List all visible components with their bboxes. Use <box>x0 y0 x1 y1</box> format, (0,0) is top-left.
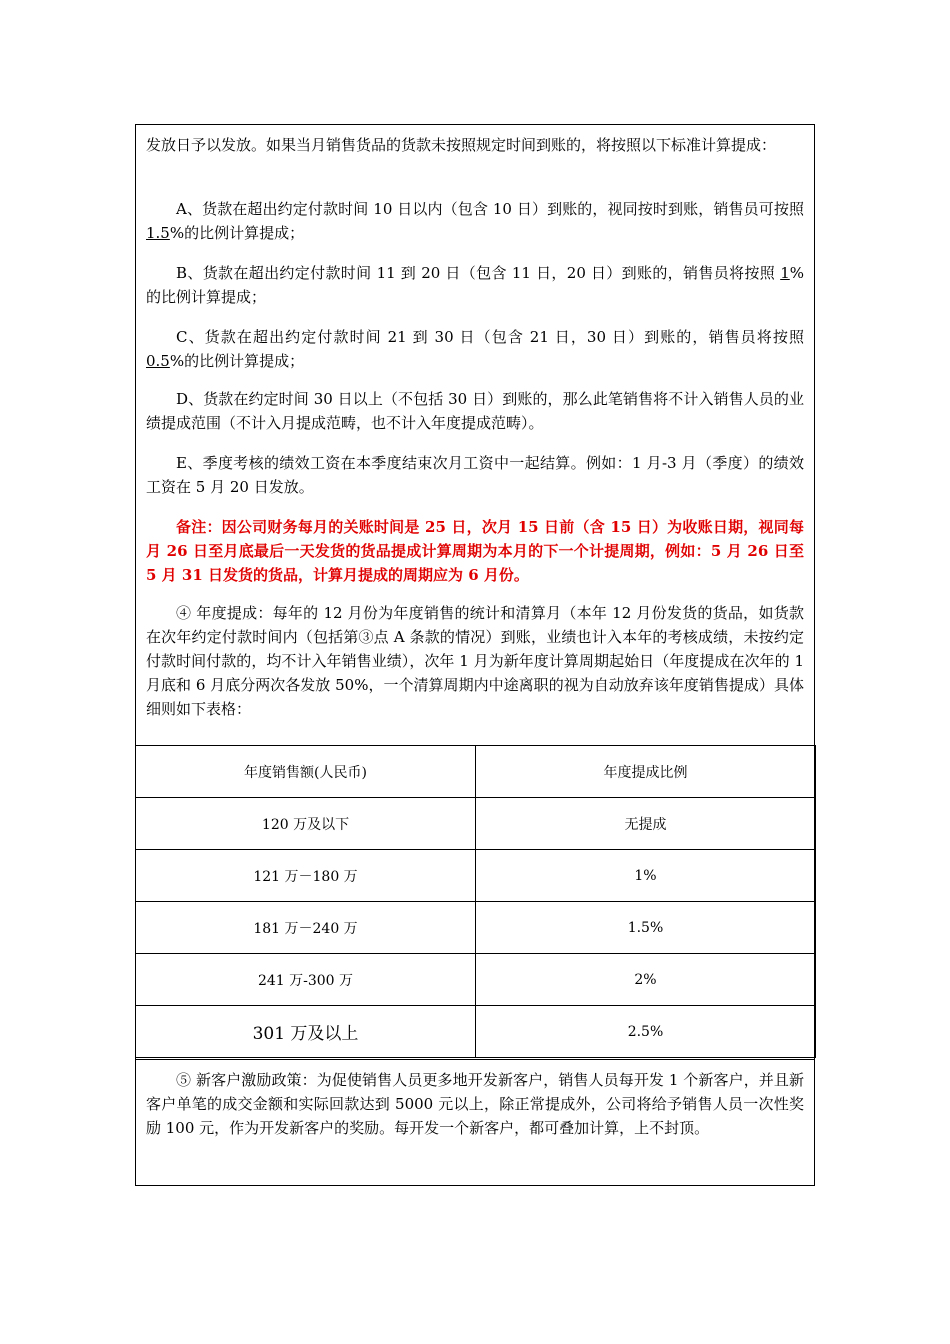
table-header-cell: 年度提成比例 <box>476 746 816 798</box>
table-cell-rate: 2% <box>476 954 816 1006</box>
paragraph-clause-b <box>146 261 804 309</box>
table-cell-sales: 181 万－240 万 <box>136 902 476 954</box>
clause-a-text: A、货款在超出约定付款时间 10 日以内（包含 10 日）到账的，视同按时到账，销售员可按照 <box>176 200 804 218</box>
table-row <box>136 850 816 902</box>
clause-a-tail: %的比例计算提成； <box>169 224 305 242</box>
table-header-cell: 年度销售额(人民币) <box>136 746 476 798</box>
paragraph-continuation: 发放日予以发放。如果当月销售货品的货款未按照规定时间到账的，将按照以下标准计算提成： <box>146 136 777 154</box>
table-row <box>136 798 816 850</box>
table-cell-sales: 241 万-300 万 <box>136 954 476 1006</box>
clause-c-rate: 0.5 <box>146 352 170 370</box>
paragraph-clause-a <box>146 197 804 245</box>
table-cell-rate: 无提成 <box>476 798 816 850</box>
table-cell-sales: 120 万及以下 <box>136 798 476 850</box>
document-frame <box>135 124 815 1186</box>
table-row <box>136 954 816 1006</box>
clause-c-tail: %的比例计算提成； <box>169 352 305 370</box>
table-row <box>136 902 816 954</box>
clause-b-rate: 1 <box>780 264 790 282</box>
table-cell-sales: 121 万－180 万 <box>136 850 476 902</box>
table-cell-sales: 301 万及以上 <box>136 1006 476 1058</box>
paragraph-new-customer-incentive: ⑤ 新客户激励政策：为促使销售人员更多地开发新客户，销售人员每开发 1 个新客户，并且新客户单笔的成交金额和实际回款达到 5000 元以上，除正常提成外，公司将给予销售人员一次性奖励 100 元，作为开发新客户的奖励。每开发一个新客户，都可叠加计算，上不封顶。 <box>146 1071 804 1137</box>
table-cell-rate: 2.5% <box>476 1006 816 1058</box>
clause-b-text: B、货款在超出约定付款时间 11 到 20 日（包含 11 日，20 日）到账的，销售员将按照 <box>176 264 781 282</box>
text-section-bottom <box>136 1059 814 1185</box>
paragraph-clause-d: D、货款在约定时间 30 日以上（不包括 30 日）到账的，那么此笔销售将不计入销售人员的业绩提成范围（不计入月提成范畴，也不计入年度提成范畴）。 <box>146 390 804 432</box>
table-cell-rate: 1.5% <box>476 902 816 954</box>
text-section-top <box>136 125 814 745</box>
clause-a-rate: 1.5 <box>146 224 170 242</box>
paragraph-clause-e: E、季度考核的绩效工资在本季度结束次月工资中一起结算。例如：1 月-3 月（季度）的绩效工资在 5 月 20 日发放。 <box>146 454 804 496</box>
clause-c-text: C、货款在超出约定付款时间 21 到 30 日（包含 21 日，30 日）到账的，销售员将按照 <box>176 328 804 346</box>
commission-table <box>135 745 816 1058</box>
clause-b-tail: %的比例计算提成； <box>146 264 804 306</box>
note-paragraph: 备注：因公司财务每月的关账时间是 25 日，次月 15 日前（含 15 日）为收账日期，视同每月 26 日至月底最后一天发货的货品提成计算周期为本月的下一个计提周期，例如：5 月 26 日至 5 月 31 日发货的货品，计算月提成的周期应为 6 月份。 <box>146 518 804 584</box>
table-header-row <box>136 746 816 798</box>
paragraph-annual-commission: ④ 年度提成：每年的 12 月份为年度销售的统计和清算月（本年 12 月份发货的货品，如货款在次年约定付款时间内（包括第③点 A 条款的情况）到账，业绩也计入本年的考核成绩，未按约定付款时间付款的，均不计入年销售业绩），次年 1 月为新年度计算周期起始日（年度提成在次年的 1 月底和 6 月底分两次各发放 50%，一个清算周期内中途离职的视为自动放弃该年度销售提成）具体细则如下表格： <box>146 604 804 718</box>
table-row <box>136 1006 816 1058</box>
table-cell-rate: 1% <box>476 850 816 902</box>
paragraph-clause-c <box>146 325 804 373</box>
